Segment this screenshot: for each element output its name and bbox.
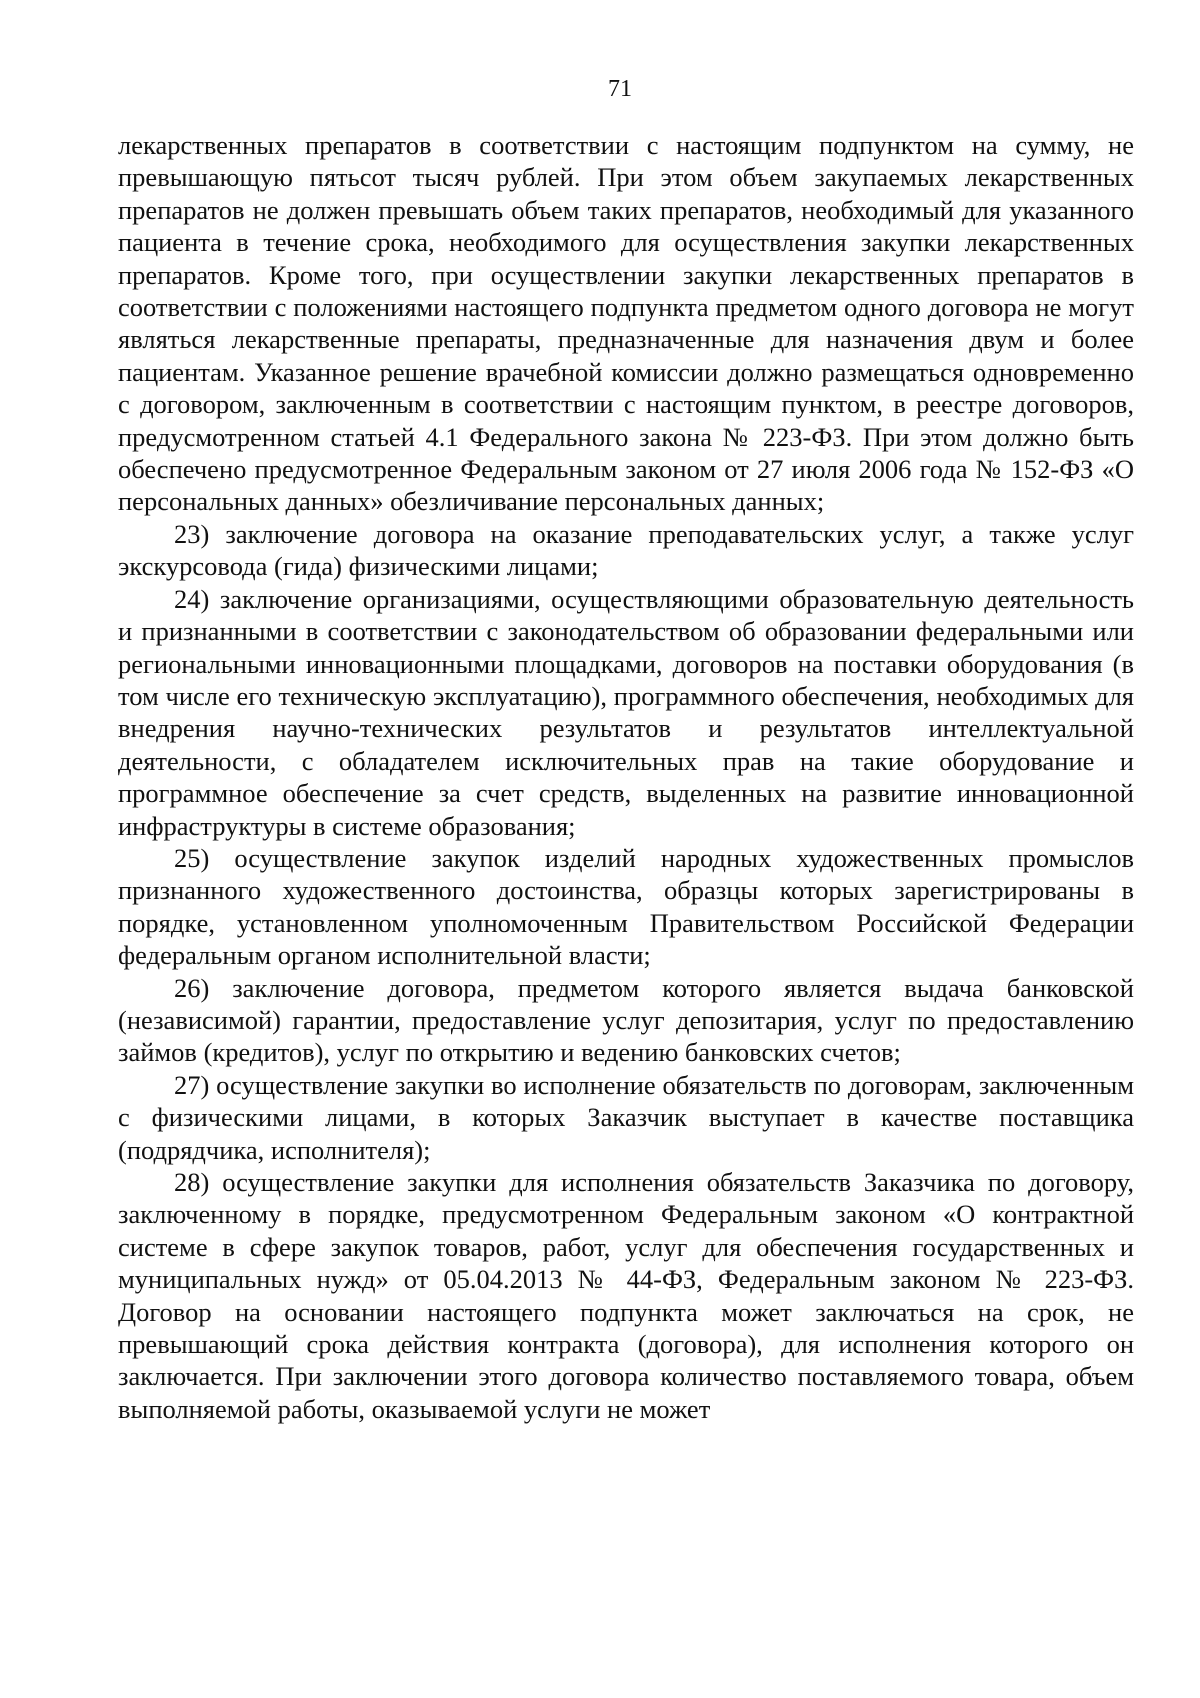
paragraph-continuation: лекарственных препаратов в соответствии с настоящим подпунктом на сумму, не превышающую пятьсот тысяч рублей. При этом объем закупаемых лекарственных препаратов не должен превышать объем таких препаратов, необходимый для указанного пациента в течение срока, необходимого для осуществления закупки лекарственных препаратов. Кроме того, при осуществлении закупки лекарственных препаратов в соответствии с положениями настоящего подпункта предметом одного договора не могут являться лекарственные препараты, предназначенные для назначения двум и более пациентам. Указанное решение врачебной комиссии должно размещаться одновременно с договором, заключенным в соответствии с настоящим пунктом, в реестре договоров, предусмотренном статьей 4.1 Федерального закона № 223-ФЗ. При этом должно быть обеспечено предусмотренное Федеральным законом от 27 июля 2006 года № 152-ФЗ «О персональных данных» обезличивание персональных данных; [118,130,1134,517]
paragraph-item-23: 23) заключение договора на оказание преподавательских услуг, а также услуг экскурсовода (гида) физическими лицами; [118,518,1134,582]
page-number: 71 [608,76,632,102]
document-body [118,129,1134,1425]
paragraph-item-26: 26) заключение договора, предметом которого является выдача банковской (независимой) гарантии, предоставление услуг депозитария, услуг по предоставлению займов (кредитов), услуг по открытию и ведению банковских счетов; [118,972,1134,1068]
paragraph-item-25: 25) осуществление закупок изделий народных художественных промыслов признанного художественного достоинства, образцы которых зарегистрированы в порядке, установленном уполномоченным Правительством Российской Федерации федеральным органом исполнительной власти; [118,842,1134,971]
paragraph-item-28: 28) осуществление закупки для исполнения обязательств Заказчика по договору, заключенному в порядке, предусмотренном Федеральным законом «О контрактной системе в сфере закупок товаров, работ, услуг для обеспечения государственных и муниципальных нужд» от 05.04.2013 № 44-ФЗ, Федеральным законом № 223-ФЗ. Договор на основании настоящего подпункта может заключаться на срок, не превышающий срока действия контракта (договора), для исполнения которого он заключается. При заключении этого договора количество поставляемого товара, объем выполняемой работы, оказываемой услуги не может [118,1167,1134,1424]
paragraph-item-24: 24) заключение организациями, осуществляющими образовательную деятельность и признанными в соответствии с законодательством об образовании федеральными или региональными инновационными площадками, договоров на поставки оборудования (в том числе его техническую эксплуатацию), программного обеспечения, необходимых для внедрения научно-технических результатов и результатов интеллектуальной деятельности, с обладателем исключительных прав на такие оборудование и программное обеспечение за счет средств, выделенных на развитие инновационной инфраструктуры в системе образования; [118,583,1134,841]
paragraph-item-27: 27) осуществление закупки во исполнение обязательств по договорам, заключенным с физическими лицами, в которых Заказчик выступает в качестве поставщика (подрядчика, исполнителя); [118,1069,1134,1165]
